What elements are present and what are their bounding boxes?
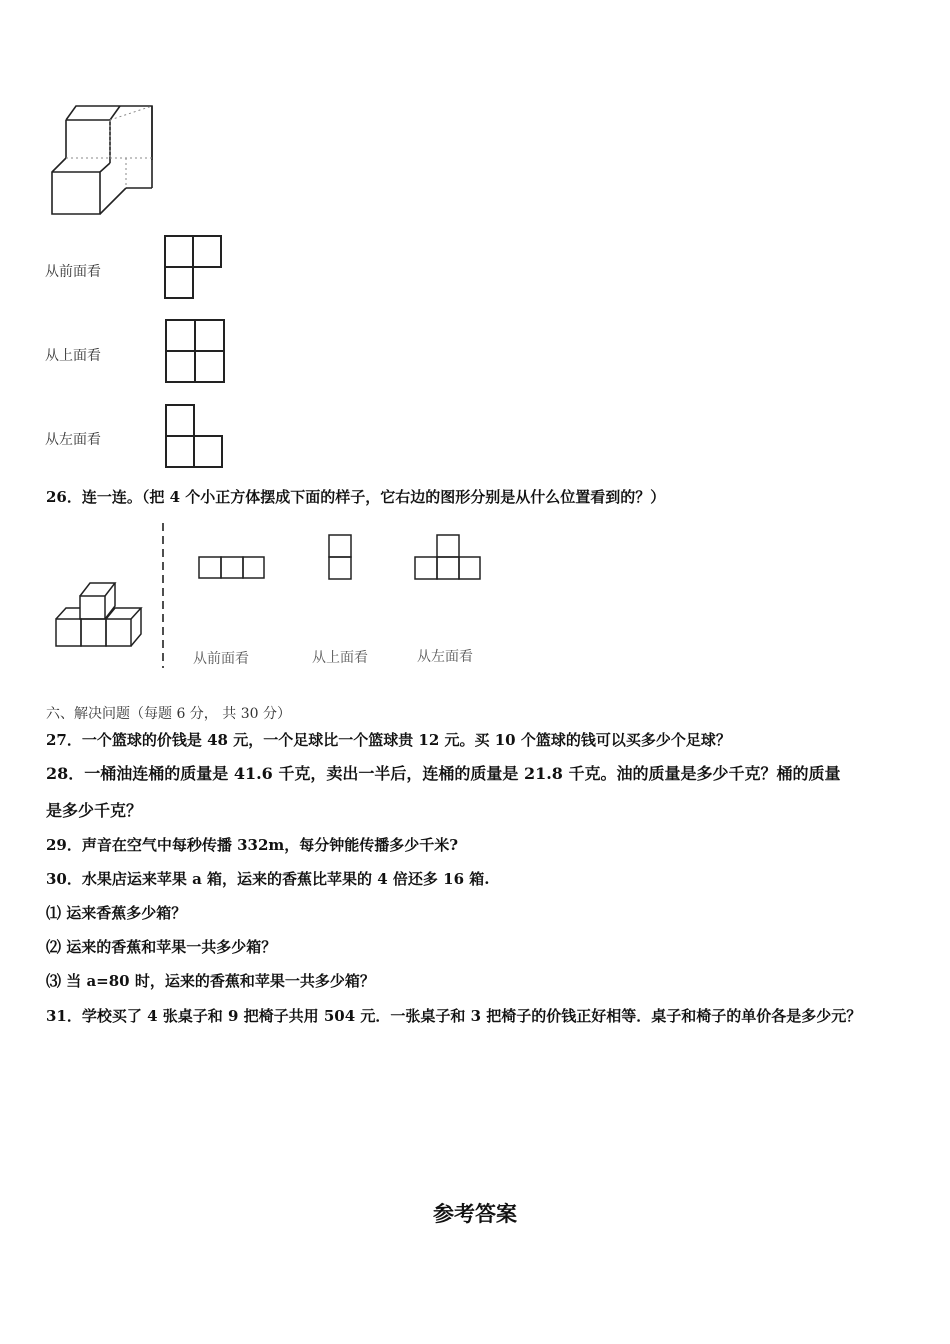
- question-30-part3: ⑶ 当 a=80 时，运来的香蕉和苹果一共多少箱？: [46, 972, 375, 990]
- question-28-line2: 是多少千克？: [46, 801, 143, 820]
- answer-section-title: 参考答案: [433, 1201, 517, 1226]
- question-29: 29．声音在空气中每秒传播 332m，每分钟能传播多少千米?: [46, 836, 459, 854]
- q26-view-left-icon: [414, 534, 482, 580]
- q26-dashed-divider: [161, 523, 165, 668]
- section6-heading: 六、解决问题（每题 6 分， 共 30 分）: [46, 706, 291, 722]
- question-27: 27．一个篮球的价钱是 48 元，一个足球比一个篮球贵 12 元。买 10 个篮球的钱可以买多少个足球？: [46, 731, 731, 749]
- question-28-line1: 28．一桶油连桶的质量是 41.6 千克，卖出一半后，连桶的质量是 21.8 千克。油的质量是多少千克？桶的质量: [46, 764, 841, 783]
- q26-prompt: 26．连一连。（把 4 个小正方体摆成下面的样子，它右边的图形分别是从什么位置看到的？）: [46, 488, 666, 506]
- q25-view-label-top: 从上面看: [45, 348, 101, 364]
- q25-view-label-left: 从左面看: [45, 432, 101, 448]
- question-30: 30．水果店运来苹果 a 箱，运来的香蕉比苹果的 4 倍还多 16 箱.: [46, 870, 490, 888]
- question-30-part1: ⑴ 运来香蕉多少箱？: [46, 904, 187, 922]
- q25-solid-figure: [44, 100, 164, 225]
- q26-label-top: 从上面看: [312, 650, 368, 666]
- question-30-part2: ⑵ 运来的香蕉和苹果一共多少箱？: [46, 938, 277, 956]
- view-front-grid-icon: [163, 234, 223, 300]
- q26-cube-stack-figure: [53, 578, 153, 658]
- q26-view-top-icon: [328, 534, 354, 580]
- question-31: 31．学校买了 4 张桌子和 9 把椅子共用 504 元．一张桌子和 3 把椅子的价钱正好相等．桌子和椅子的单价各是多少元？: [46, 1007, 862, 1025]
- view-top-grid-icon: [164, 318, 226, 384]
- view-left-grid-icon: [164, 403, 224, 469]
- q25-view-label-front: 从前面看: [45, 264, 101, 280]
- q26-label-left: 从左面看: [417, 649, 473, 665]
- q26-label-front: 从前面看: [193, 651, 249, 667]
- q26-view-front-icon: [198, 556, 266, 580]
